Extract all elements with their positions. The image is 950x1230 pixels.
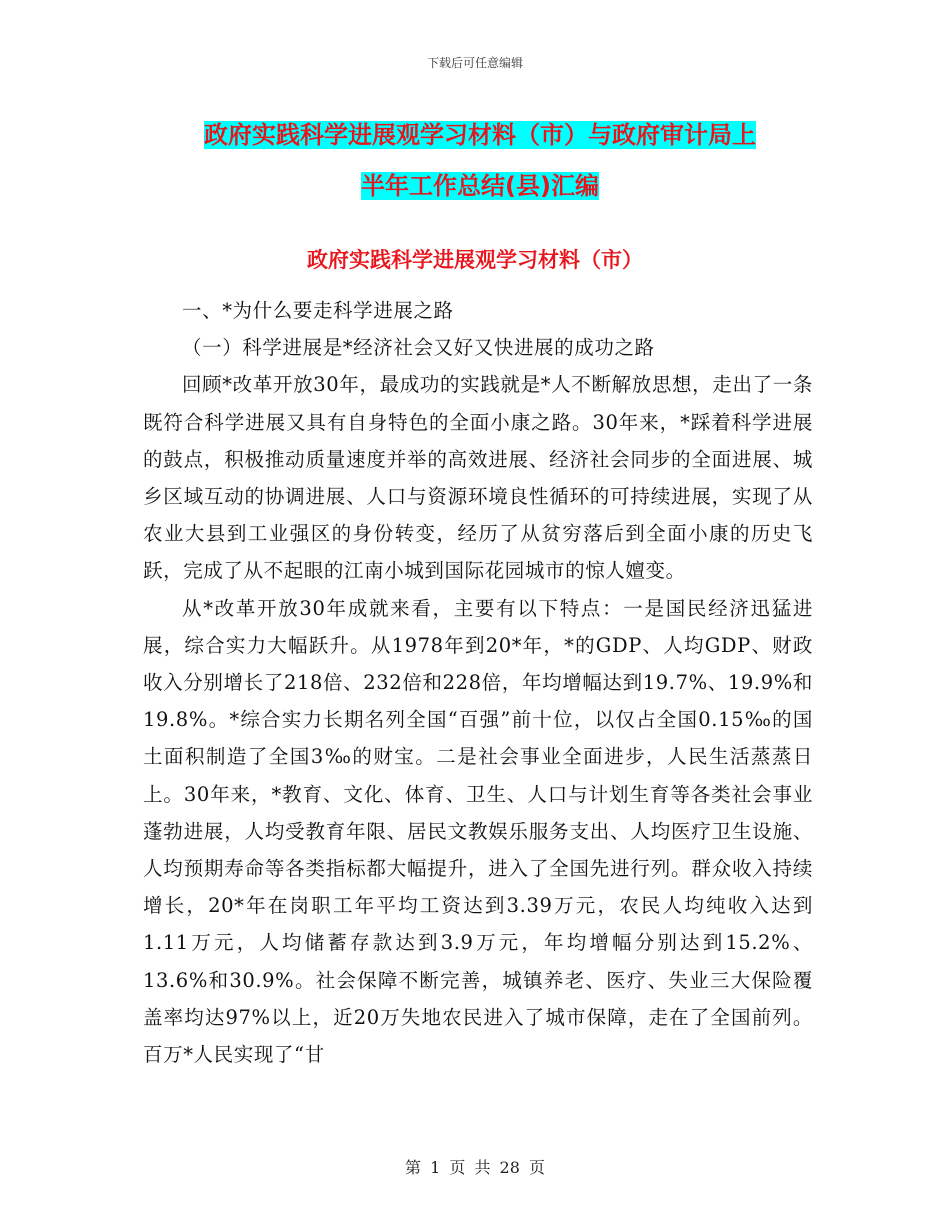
body-paragraph: 回顾*改革开放30年，最成功的实践就是*人不断解放思想，走出了一条既符合科学进展又具有自身特色的全面小康之路。30年来，*踩着科学进展的鼓点，积极推动质量速度并举的高效进展、经济社会同步的全面进展、城乡区域互动的协调进展、人口与资源环境良性循环的可持续进展，实现了从农业大县到工业强区的身份转变，经历了从贫穷落后到全面小康的历史飞跃，完成了从不起眼的江南小城到国际花园城市的惊人嬗变。 bbox=[143, 373, 813, 583]
document-title-line-2: 半年工作总结(县)汇编 bbox=[361, 172, 599, 200]
section-title: 政府实践科学进展观学习材料（市） bbox=[307, 248, 643, 272]
heading-level-1: 一、*为什么要走科学进展之路 bbox=[182, 299, 454, 322]
page-number-footer: 第 1 页 共 28 页 bbox=[405, 1158, 545, 1177]
document-body bbox=[143, 292, 813, 1073]
document-title-line-1: 政府实践科学进展观学习材料（市）与政府审计局上 bbox=[204, 121, 756, 149]
page-header-note: 下载后可任意编辑 bbox=[426, 56, 523, 70]
document-title bbox=[140, 110, 820, 212]
heading-level-2: （一）科学进展是*经济社会又好又快进展的成功之路 bbox=[182, 336, 655, 360]
body-paragraph: 从*改革开放30年成就来看，主要有以下特点：一是国民经济迅猛进展，综合实力大幅跃升。从1978年到20*年，*的GDP、人均GDP、财政收入分别增长了218倍、232倍和228倍，年均增幅达到19.7%、19.9%和19.8%。*综合实力长期名列全国“百强”前十位，以仅占全国0.15‰的国土面积制造了全国3‰的财宝。二是社会事业全面进步，人民生活蒸蒸日上。30年来，*教育、文化、体育、卫生、人口与计划生育等各类社会事业蓬勃进展，人均受教育年限、居民文教娱乐服务支出、人均医疗卫生设施、人均预期寿命等各类指标都大幅提升，进入了全国先进行列。群众收入持续增长，20*年在岗职工年平均工资达到3.39万元，农民人均纯收入达到1.11万元，人均储蓄存款达到3.9万元，年均增幅分别达到15.2%、13.6%和30.9%。社会保障不断完善，城镇养老、医疗、失业三大保险覆盖率均达97%以上，近20万失地农民进入了城市保障，走在了全国前列。百万*人民实现了“甘 bbox=[143, 596, 813, 1067]
